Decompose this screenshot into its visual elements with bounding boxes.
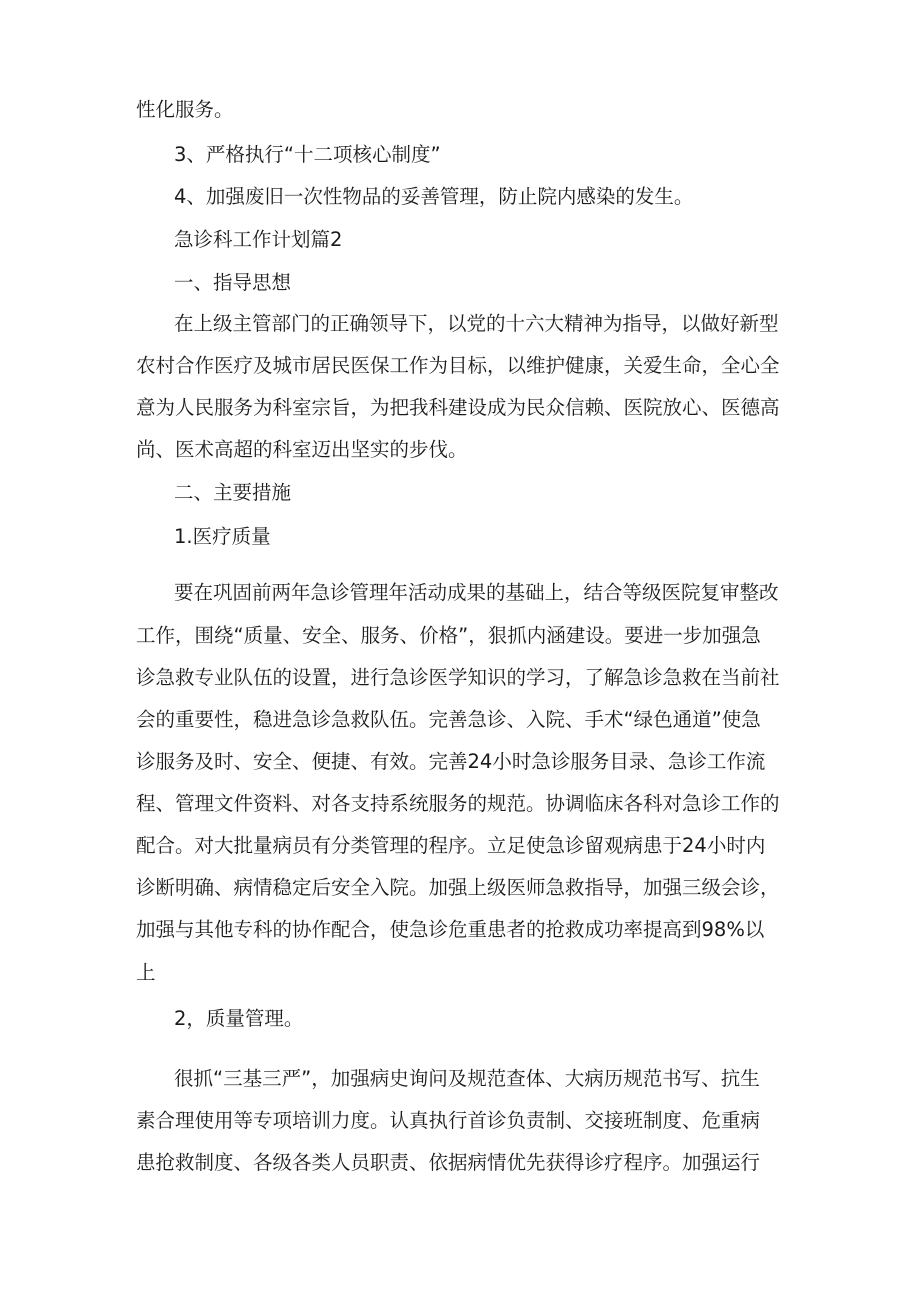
paragraph-line: 程、管理文件资料、对各支持系统服务的规范。协调临床各科对急诊工作的 <box>136 792 780 815</box>
paragraph-line: 素合理使用等专项培训力度。认真执行首诊负责制、交接班制度、危重病 <box>136 1109 761 1132</box>
list-item: 4、加强废旧一次性物品的妥善管理，防止院内感染的发生。 <box>174 185 694 208</box>
paragraph-line: 配合。对大批量病员有分类管理的程序。立足使急诊留观病患于24小时内 <box>136 834 766 857</box>
paragraph-line: 加强与其他专科的协作配合，使急诊危重患者的抢救成功率提高到98%以 <box>136 918 765 941</box>
paragraph-line: 工作，围绕“质量、安全、服务、价格”，狠抓内涵建设。要进一步加强急 <box>136 624 761 647</box>
subsection-heading: 二、主要措施 <box>174 481 292 504</box>
item-heading: 2，质量管理。 <box>174 1007 304 1030</box>
paragraph-line: 意为人民服务为科室宗旨，为把我科建设成为民众信赖、医院放心、医德高 <box>136 396 780 419</box>
item-heading: 1.医疗质量 <box>174 525 271 548</box>
paragraph-line: 上 <box>136 961 156 984</box>
paragraph-line: 诊断明确、病情稳定后安全入院。加强上级医师急救指导，加强三级会诊， <box>136 876 780 899</box>
paragraph-line: 在上级主管部门的正确领导下，以党的十六大精神为指导，以做好新型 <box>174 312 779 335</box>
text-line: 性化服务。 <box>136 98 234 121</box>
paragraph-line: 尚、医术高超的科室迈出坚实的步伐。 <box>136 438 468 461</box>
paragraph-line: 农村合作医疗及城市居民医保工作为目标，以维护健康，关爱生命，全心全 <box>136 354 780 377</box>
paragraph-line: 要在巩固前两年急诊管理年活动成果的基础上，结合等级医院复审整改 <box>174 581 779 604</box>
paragraph-line: 很抓“三基三严”，加强病史询问及规范查体、大病历规范书写、抗生 <box>174 1067 760 1090</box>
subsection-heading: 一、指导思想 <box>174 271 292 294</box>
list-item: 3、严格执行“十二项核心制度” <box>174 143 441 166</box>
section-heading: 急诊科工作计划篇2 <box>174 228 343 251</box>
paragraph-line: 患抢救制度、各级各类人员职责、依据病情优先获得诊疗程序。加强运行 <box>136 1151 761 1174</box>
paragraph-line: 诊服务及时、安全、便捷、有效。完善24小时急诊服务目录、急诊工作流 <box>136 750 766 773</box>
paragraph-line: 会的重要性，稳进急诊急救队伍。完善急诊、入院、手术“绿色通道”使急 <box>136 708 761 731</box>
paragraph-line: 诊急救专业队伍的设置，进行急诊医学知识的学习，了解急诊急救在当前社 <box>136 666 780 689</box>
